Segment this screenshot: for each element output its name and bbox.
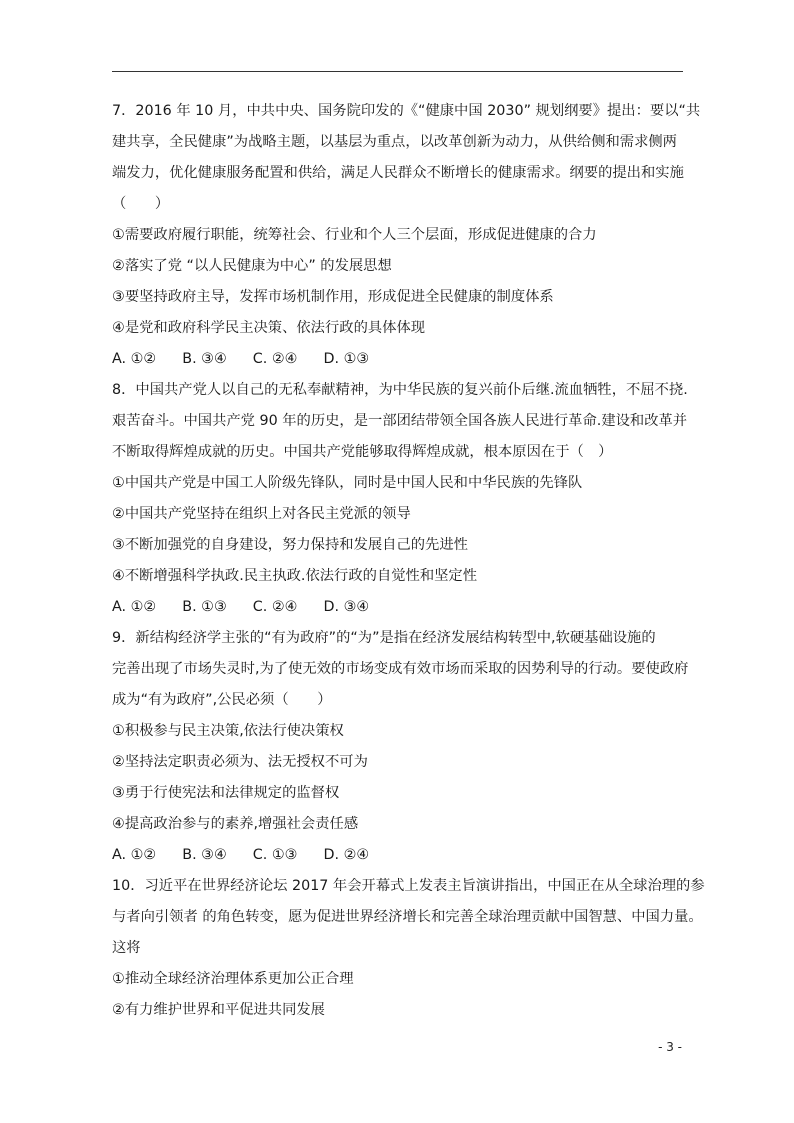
question-text-line: 成为“有为政府”,公民必须（ ） — [112, 692, 332, 708]
header-rule — [112, 71, 683, 72]
option-line: ④不断增强科学执政.民主执政.依法行政的自觉性和坚定性 — [112, 568, 478, 584]
document-body — [112, 96, 705, 1026]
option-line: ②中国共产党坚持在组织上对各民主党派的领导 — [112, 506, 411, 522]
option-line: ④提高政治参与的素养,增强社会责任感 — [112, 816, 359, 832]
question-10 — [112, 871, 705, 1026]
question-text-line: 9．新结构经济学主张的“有为政府”的“为”是指在经济发展结构转型中,软硬基础设施的 — [112, 630, 656, 646]
option-line: ③勇于行使宪法和法律规定的监督权 — [112, 785, 340, 801]
question-text-line: 与者向引领者 的角色转变，愿为促进世界经济增长和完善全球治理贡献中国智慧、中国力量。 — [112, 909, 703, 925]
question-text-line: （ ） — [112, 196, 170, 212]
choice-c: C. ②④ — [252, 599, 298, 615]
question-text-line: 7．2016 年 10 月，中共中央、国务院印发的《“健康中国 2030” 规划纲要》提出：要以“共 — [112, 103, 701, 119]
choice-a: A. ①② — [112, 847, 157, 863]
question-text-line: 8．中国共产党人以自己的无私奉献精神，为中华民族的复兴前仆后继.流血牺牲，不屈不挠. — [112, 382, 688, 398]
choice-c: C. ②④ — [252, 351, 298, 367]
option-line: ②坚持法定职责必须为、法无授权不可为 — [112, 754, 368, 770]
option-line: ①中国共产党是中国工人阶级先锋队，同时是中国人民和中华民族的先锋队 — [112, 475, 583, 491]
choice-a: A. ①② — [112, 351, 157, 367]
option-line: ③要坚持政府主导，发挥市场机制作用，形成促进全民健康的制度体系 — [112, 289, 554, 305]
choice-d: D. ②④ — [323, 847, 370, 863]
choice-a: A. ①② — [112, 599, 157, 615]
answer-choices — [112, 344, 687, 375]
choice-d: D. ③④ — [323, 599, 370, 615]
choice-b: B. ③④ — [182, 847, 227, 863]
answer-choices — [112, 840, 687, 871]
question-9 — [112, 623, 687, 871]
option-line: ①需要政府履行职能，统筹社会、行业和个人三个层面，形成促进健康的合力 — [112, 227, 597, 243]
question-7 — [112, 96, 701, 375]
choice-b: B. ③④ — [182, 351, 227, 367]
option-line: ①推动全球经济治理体系更加公正合理 — [112, 971, 354, 987]
question-text-line: 10．习近平在世界经济论坛 2017 年会开幕式上发表主旨演讲指出，中国正在从全球治理的参 — [112, 878, 705, 894]
page-number: - 3 - — [658, 1040, 682, 1054]
question-text-line: 这将 — [112, 940, 141, 956]
choice-c: C. ①③ — [252, 847, 298, 863]
choice-b: B. ①③ — [182, 599, 227, 615]
option-line: ①积极参与民主决策,依法行使决策权 — [112, 723, 344, 739]
question-text-line: 艰苦奋斗。中国共产党 90 年的历史，是一部团结带领全国各族人民进行革命.建设和改革并 — [112, 413, 688, 429]
choice-d: D. ①③ — [323, 351, 370, 367]
option-line: ②落实了党 “以人民健康为中心” 的发展思想 — [112, 258, 392, 274]
question-8 — [112, 375, 687, 623]
answer-choices — [112, 592, 687, 623]
option-line: ③不断加强党的自身建设，努力保持和发展自己的先进性 — [112, 537, 468, 553]
option-line: ②有力维护世界和平促进共同发展 — [112, 1002, 325, 1018]
question-text-line: 端发力，优化健康服务配置和供给，满足人民群众不断增长的健康需求。纲要的提出和实施 — [112, 165, 684, 181]
question-text-line: 完善出现了市场失灵时,为了使无效的市场变成有效市场而采取的因势利导的行动。要使政府 — [112, 661, 689, 677]
question-text-line: 不断取得辉煌成就的历史。中国共产党能够取得辉煌成就，根本原因在于（ ） — [112, 444, 613, 460]
option-line: ④是党和政府科学民主决策、依法行政的具体体现 — [112, 320, 426, 336]
question-text-line: 建共享，全民健康”为战略主题，以基层为重点，以改革创新为动力，从供给侧和需求侧两 — [112, 134, 677, 150]
